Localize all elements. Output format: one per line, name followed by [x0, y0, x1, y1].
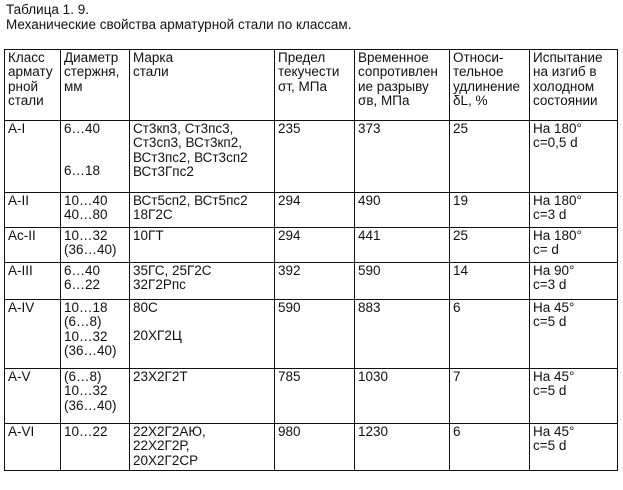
- cell-line: (36…40): [64, 342, 117, 358]
- cell-line: (6…8): [64, 369, 102, 384]
- cell-bend-test: [530, 228, 618, 263]
- cell-class: [5, 369, 61, 424]
- cell-value: 373: [358, 121, 381, 136]
- cell-line: 22Х2Г2Р,: [133, 438, 190, 454]
- cell-line: 32Г2Рпс: [133, 277, 186, 293]
- cell-line: ВСт5сп2, ВСт5пс2: [133, 193, 248, 208]
- cell-line: На 180°: [533, 228, 582, 243]
- cell-line: 40…80: [64, 207, 108, 223]
- cell-line: 22Х2Г2АЮ,: [133, 424, 206, 439]
- cell-line: с=5 d: [533, 383, 567, 399]
- cell-line: 6…18: [64, 163, 101, 179]
- cell-value: 14: [453, 263, 469, 278]
- cell-value: 490: [358, 193, 381, 208]
- cell-diameter: [61, 369, 130, 424]
- cell-diameter: [61, 263, 130, 300]
- cell-line: с=5 d: [533, 438, 567, 454]
- cell-line: ВСт3пс2, ВСт3сп2: [133, 149, 248, 165]
- cell-line: На 45°: [533, 424, 575, 439]
- header-elongation: Относи- тельное удлинение δL, %: [450, 50, 530, 121]
- table-row: [5, 300, 618, 369]
- cell-value: 1230: [358, 424, 389, 439]
- cell-value: 392: [278, 263, 301, 278]
- cell-class: [5, 300, 61, 369]
- cell-grade: [130, 424, 275, 471]
- cell-line: 10…22: [64, 424, 108, 439]
- table-row: [5, 121, 618, 193]
- cell-line: На 180°: [533, 193, 582, 208]
- cell-value: 235: [278, 121, 301, 136]
- cell-elongation: [450, 369, 530, 424]
- table-row: [5, 369, 618, 424]
- cell-line: [133, 315, 272, 329]
- cell-line: ВСт3Гпс2: [133, 163, 194, 179]
- cell-value: 19: [453, 193, 469, 208]
- cell-line: 10…18: [64, 300, 108, 315]
- cell-value: 25: [453, 121, 469, 136]
- cell-line: 6…40: [64, 263, 101, 278]
- cell-elongation: [450, 193, 530, 228]
- table-number: Таблица 1. 9.: [6, 2, 89, 17]
- cell-line: Ст3сп3, ВСт3кп2,: [133, 135, 242, 151]
- cell-line: 35ГС, 25Г2С: [133, 263, 212, 278]
- cell-diameter: [61, 193, 130, 228]
- cell-class: [5, 193, 61, 228]
- cell-line: с=3 d: [533, 277, 567, 293]
- cell-yield-strength: [275, 228, 355, 263]
- cell-class: [5, 424, 61, 471]
- cell-tensile-strength: [355, 369, 450, 424]
- cell-line: На 45°: [533, 369, 575, 384]
- cell-yield-strength: [275, 369, 355, 424]
- table-row: [5, 228, 618, 263]
- cell-bend-test: [530, 193, 618, 228]
- cell-line: с=0,5 d: [533, 135, 578, 151]
- cell-line: с=3 d: [533, 207, 567, 223]
- cell-class: [5, 263, 61, 300]
- cell-value: 590: [358, 263, 381, 278]
- cell-line: [64, 150, 127, 164]
- header-row: [5, 50, 618, 121]
- cell-elongation: [450, 121, 530, 193]
- cell-line: с= d: [533, 242, 559, 258]
- cell-value: 441: [358, 228, 381, 243]
- cell-line: 80С: [133, 300, 158, 315]
- cell-line: 10ГТ: [133, 228, 164, 243]
- cell-class: [5, 121, 61, 193]
- cell-value: A-IV: [8, 300, 35, 315]
- cell-value: 6: [453, 424, 461, 439]
- cell-class: [5, 228, 61, 263]
- header-tensile-strength: Временное сопротивлен ие разрыву σв, МПа: [355, 50, 450, 121]
- cell-yield-strength: [275, 300, 355, 369]
- cell-line: 10…32: [64, 328, 108, 344]
- cell-line: [64, 136, 127, 150]
- cell-yield-strength: [275, 121, 355, 193]
- header-class: Класс армату рной стали: [5, 50, 61, 121]
- cell-line: 6…40: [64, 121, 101, 136]
- cell-tensile-strength: [355, 424, 450, 471]
- cell-value: 7: [453, 369, 461, 384]
- cell-value: 883: [358, 300, 381, 315]
- cell-elongation: [450, 263, 530, 300]
- cell-grade: [130, 121, 275, 193]
- cell-line: 6…22: [64, 277, 101, 293]
- cell-value: A-VI: [8, 424, 35, 439]
- cell-value: 590: [278, 300, 301, 315]
- cell-value: A-II: [8, 193, 30, 208]
- table-row: [5, 263, 618, 300]
- cell-line: (36…40): [64, 397, 117, 413]
- cell-elongation: [450, 228, 530, 263]
- cell-grade: [130, 263, 275, 300]
- cell-elongation: [450, 300, 530, 369]
- table-row: [5, 193, 618, 228]
- table-caption: [6, 2, 351, 32]
- cell-tensile-strength: [355, 121, 450, 193]
- cell-value: Ас-II: [8, 228, 36, 243]
- cell-bend-test: [530, 369, 618, 424]
- cell-value: 294: [278, 193, 301, 208]
- cell-grade: [130, 228, 275, 263]
- table-row: [5, 424, 618, 471]
- cell-yield-strength: [275, 193, 355, 228]
- cell-line: 20ХГ2Ц: [133, 328, 182, 344]
- cell-line: На 45°: [533, 300, 575, 315]
- cell-diameter: [61, 228, 130, 263]
- cell-bend-test: [530, 121, 618, 193]
- cell-diameter: [61, 121, 130, 193]
- cell-value: 6: [453, 300, 461, 315]
- cell-line: На 180°: [533, 121, 582, 136]
- cell-diameter: [61, 424, 130, 471]
- cell-tensile-strength: [355, 228, 450, 263]
- cell-tensile-strength: [355, 193, 450, 228]
- cell-line: 10…40: [64, 193, 108, 208]
- cell-line: 23Х2Г2Т: [133, 369, 188, 384]
- header-yield-strength: Предел текучести σт, МПа: [275, 50, 355, 121]
- cell-value: A-I: [8, 121, 26, 136]
- cell-value: 1030: [358, 369, 389, 384]
- cell-line: (36…40): [64, 242, 117, 258]
- cell-value: 25: [453, 228, 469, 243]
- cell-bend-test: [530, 424, 618, 471]
- cell-value: A-V: [8, 369, 31, 384]
- cell-line: На 90°: [533, 263, 575, 278]
- header-bend-test: Испытание на изгиб в холодном состоянии: [530, 50, 618, 121]
- cell-bend-test: [530, 263, 618, 300]
- cell-tensile-strength: [355, 300, 450, 369]
- table-title: Механические свойства арматурной стали по классам.: [6, 17, 352, 32]
- header-diameter: Диаметр стержня, мм: [61, 50, 130, 121]
- cell-value: A-III: [8, 263, 33, 278]
- header-grade: Марка стали: [130, 50, 275, 121]
- cell-bend-test: [530, 300, 618, 369]
- cell-value: 294: [278, 228, 301, 243]
- cell-grade: [130, 193, 275, 228]
- cell-grade: [130, 300, 275, 369]
- cell-line: 20Х2Г2СР: [133, 452, 199, 468]
- steel-properties-table: [4, 49, 618, 471]
- cell-value: 980: [278, 424, 301, 439]
- cell-elongation: [450, 424, 530, 471]
- cell-yield-strength: [275, 263, 355, 300]
- cell-line: 10…32: [64, 383, 108, 399]
- cell-value: 785: [278, 369, 301, 384]
- cell-tensile-strength: [355, 263, 450, 300]
- cell-line: 18Г2С: [133, 207, 173, 223]
- cell-line: (6…8): [64, 314, 102, 330]
- cell-diameter: [61, 300, 130, 369]
- cell-grade: [130, 369, 275, 424]
- cell-yield-strength: [275, 424, 355, 471]
- cell-line: 10…32: [64, 228, 108, 243]
- cell-line: с=5 d: [533, 314, 567, 330]
- cell-line: Ст3кп3, Ст3пс3,: [133, 121, 234, 136]
